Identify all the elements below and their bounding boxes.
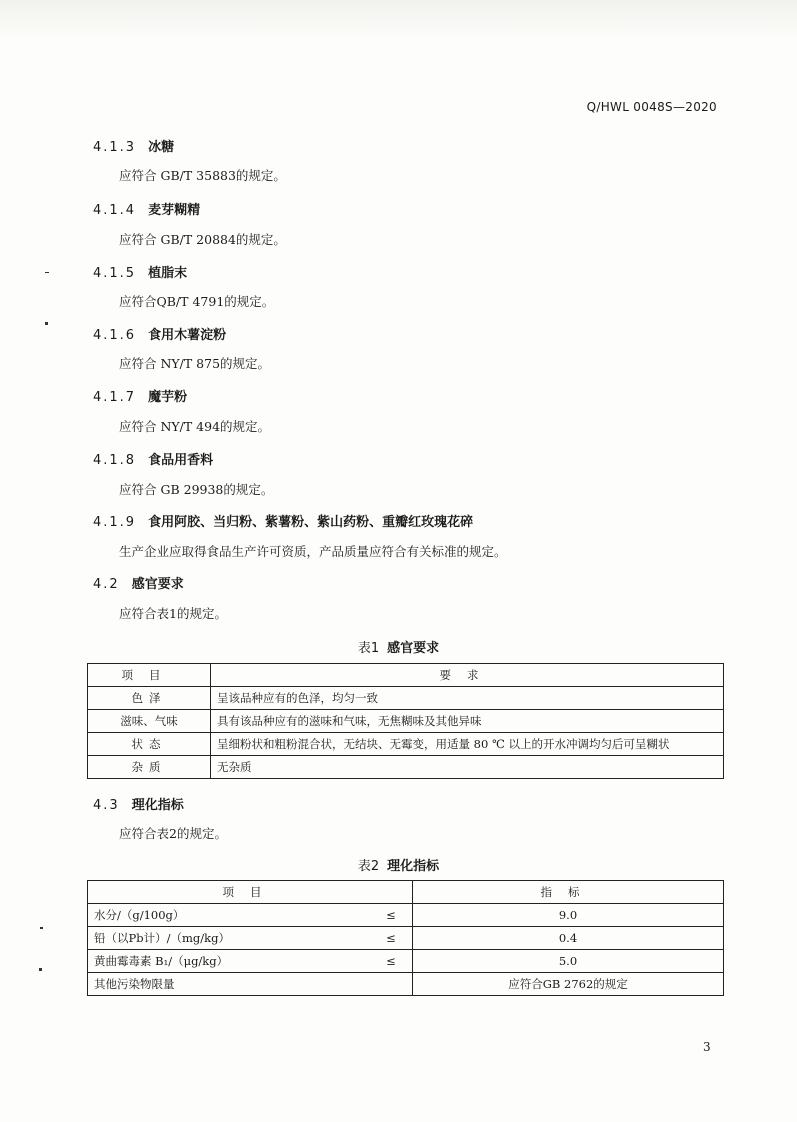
scan-mark [45,322,48,325]
row-operator: ≤ [370,927,413,950]
section-title: 理化指标 [131,798,184,813]
section-title: 冰糖 [148,140,175,155]
section-number: 4.1.3 [93,140,137,155]
header-indicator: 指标 [413,881,724,904]
section-text: 应符合表2的规定。 [119,826,227,841]
table-row [88,927,724,950]
row-value: 5.0 [413,950,724,973]
section-heading [93,794,184,813]
table-row [88,733,724,756]
page-number: 3 [703,1040,711,1054]
row-requirement: 具有该品种应有的滋味和气味，无焦糊味及其他异味 [211,710,724,733]
header-requirement: 要求 [211,664,724,687]
table-row [88,973,724,996]
section-title: 魔芋粉 [148,390,188,405]
section-number: 4.1.9 [93,515,137,530]
table-row [88,687,724,710]
header-item: 项目 [88,664,211,687]
section-text: 应符合 GB/T 20884的规定。 [119,232,286,247]
row-name: 水分/（g/100g） [88,904,371,927]
section-heading [93,136,174,155]
row-value: 9.0 [413,904,724,927]
section-heading [93,324,226,343]
table2-caption [0,855,797,874]
section-title: 食品用香料 [148,453,214,468]
section-number: 4.1.8 [93,453,137,468]
section-text: 应符合 GB 29938的规定。 [119,482,274,497]
table2-caption-title: 理化指标 [387,859,440,874]
section-number: 4.1.6 [93,328,137,343]
row-value: 0.4 [413,927,724,950]
section-number: 4.1.4 [93,203,137,218]
section-text: 应符合 NY/T 494的规定。 [119,419,271,434]
row-item: 色泽 [88,687,211,710]
section-title: 感官要求 [131,577,184,592]
section-title: 植脂末 [148,266,188,281]
section-text: 生产企业应取得食品生产许可资质，产品质量应符合有关标准的规定。 [119,544,507,559]
row-operator: ≤ [370,950,413,973]
row-operator [370,973,413,996]
scan-shadow [0,0,797,40]
table1-caption-number: 表1 [357,641,380,656]
scan-mark [39,968,42,971]
scan-mark [40,927,43,929]
row-operator: ≤ [370,904,413,927]
row-value: 应符合GB 2762的规定 [413,973,724,996]
row-requirement: 无杂质 [211,756,724,779]
table-header-row [88,664,724,687]
section-text: 应符合 GB/T 35883的规定。 [119,168,286,183]
section-heading [93,262,187,281]
section-title: 麦芽糊精 [148,203,201,218]
table-row [88,904,724,927]
table2-caption-number: 表2 [357,859,380,874]
section-number: 4.1.5 [93,266,137,281]
row-requirement: 呈该品种应有的色泽，均匀一致 [211,687,724,710]
row-name: 黄曲霉毒素 B₁/（μg/kg） [88,950,371,973]
table-row [88,950,724,973]
section-heading [93,511,473,530]
section-heading [93,386,187,405]
table-header-row [88,881,724,904]
section-number: 4.2 [93,577,120,592]
table1-caption [0,637,797,656]
row-name: 其他污染物限量 [88,973,371,996]
section-number: 4.1.7 [93,390,137,405]
section-heading [93,199,200,218]
row-requirement: 呈细粉状和粗粉混合状，无结块、无霉变，用适量 80 ℃ 以上的开水冲调均匀后可呈糊状 [211,733,724,756]
sensory-requirements-table [87,663,724,779]
header-item: 项目 [88,881,413,904]
row-item: 滋味、气味 [88,710,211,733]
section-text: 应符合表1的规定。 [119,606,227,621]
section-heading [93,449,213,468]
row-name: 铅（以Pb计）/（mg/kg） [88,927,371,950]
scan-mark [45,272,49,273]
section-number: 4.3 [93,798,120,813]
table-row [88,710,724,733]
section-title: 食用木薯淀粉 [148,328,227,343]
row-item: 杂质 [88,756,211,779]
table-row [88,756,724,779]
document-code: Q/HWL 0048S—2020 [586,100,717,114]
row-item: 状态 [88,733,211,756]
section-text: 应符合QB/T 4791的规定。 [119,294,275,309]
section-text: 应符合 NY/T 875的规定。 [119,356,271,371]
section-heading [93,573,184,592]
physicochemical-indicators-table [87,880,724,996]
section-title: 食用阿胶、当归粉、紫薯粉、紫山药粉、重瓣红玫瑰花碎 [148,515,474,530]
table1-caption-title: 感官要求 [387,641,440,656]
